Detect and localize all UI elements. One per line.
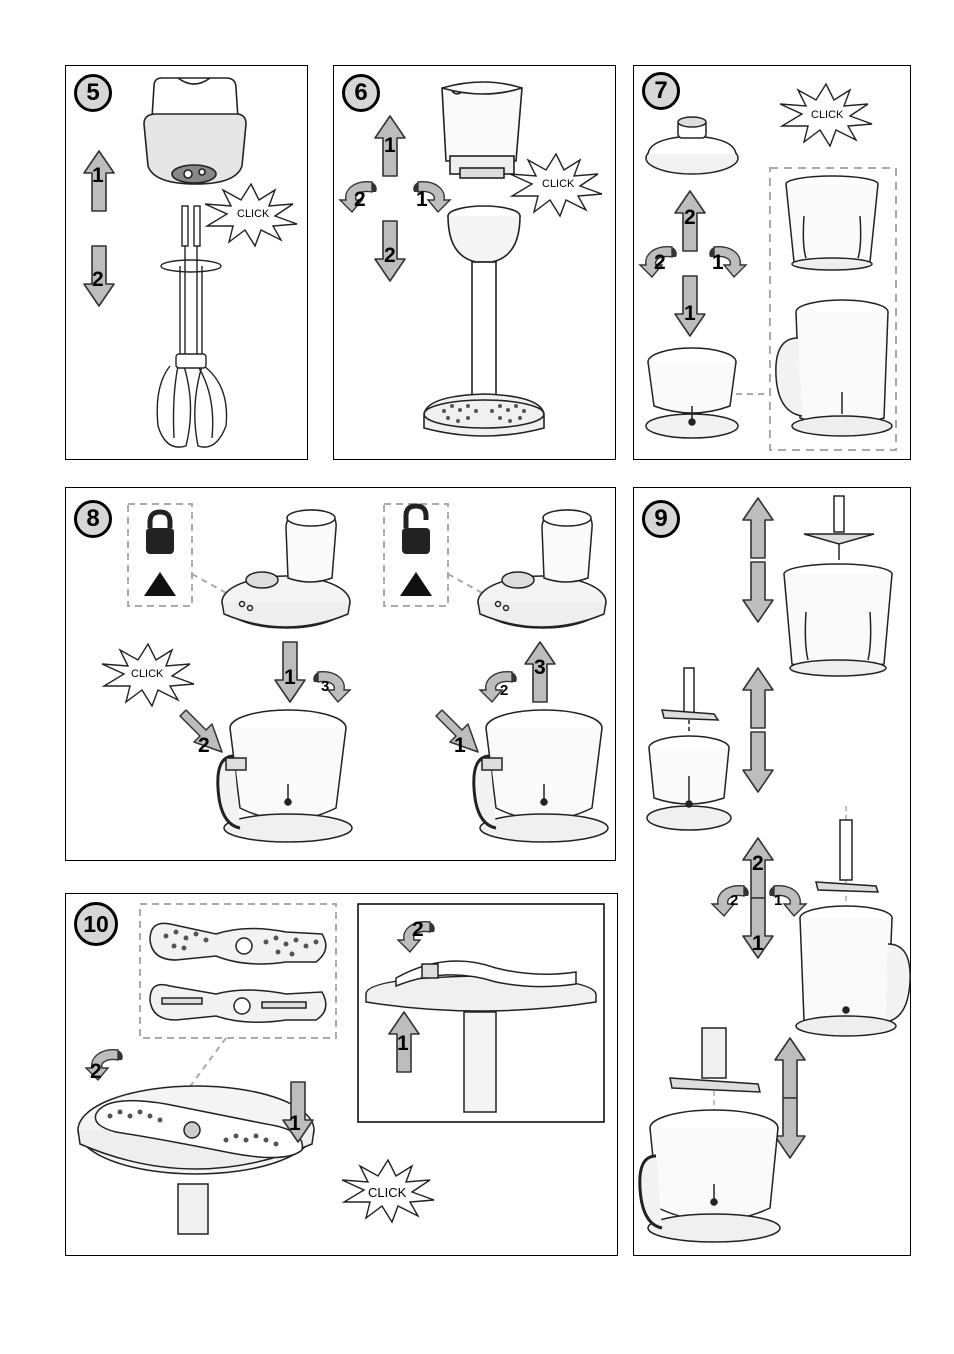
panel-step-6 xyxy=(333,65,616,460)
rotation-label-2: 2 xyxy=(500,682,509,699)
click-label: CLICK xyxy=(131,668,164,680)
arrow-label-3: 3 xyxy=(534,656,546,679)
arrow-up-icon xyxy=(775,1038,805,1098)
triangle-marker-icon xyxy=(144,572,176,596)
motor-unit-illustration xyxy=(144,78,246,184)
slicing-insert-illustration xyxy=(150,985,326,1023)
chopper-bowl-right xyxy=(474,710,608,842)
measuring-cup-illustration xyxy=(784,564,892,676)
arrow-label-1: 1 xyxy=(284,666,296,689)
rotate-left-icon xyxy=(480,672,517,702)
arrow-down-icon xyxy=(675,276,705,336)
panel-step-9 xyxy=(633,487,911,1256)
rotation-label-3: 3 xyxy=(321,678,330,695)
panel-step-5 xyxy=(65,65,308,460)
arrow-label-1: 1 xyxy=(684,302,696,325)
arrow-up-icon xyxy=(675,191,705,251)
jug-illustration xyxy=(796,906,910,1036)
click-burst-icon xyxy=(205,184,297,246)
small-bowl-illustration xyxy=(646,348,738,438)
panel-step-8 xyxy=(65,487,616,861)
rotation-label-1: 1 xyxy=(774,892,783,909)
illustration-bowl-lid xyxy=(634,66,912,461)
illustration-mixer-whisk xyxy=(66,66,309,461)
rotate-left-icon xyxy=(340,182,377,212)
arrow-label-2: 2 xyxy=(384,244,396,267)
arrow-label-2: 2 xyxy=(90,1060,102,1083)
arrow-down-icon xyxy=(743,898,773,958)
click-label: CLICK xyxy=(368,1185,407,1200)
chopper-bowl-left xyxy=(218,710,352,842)
grating-insert-illustration xyxy=(150,923,326,964)
click-label: CLICK xyxy=(237,208,270,220)
arrow-up-icon xyxy=(525,642,555,702)
rotate-left-icon xyxy=(640,247,677,277)
click-label: CLICK xyxy=(542,178,575,190)
lid-illustration xyxy=(646,117,738,174)
arrow-diagonal-icon xyxy=(436,710,478,752)
rotate-right-icon xyxy=(769,886,806,916)
rotate-right-icon xyxy=(413,182,450,212)
panel-step-7 xyxy=(633,65,911,460)
rotate-right-icon xyxy=(709,247,746,277)
arrow-down-icon xyxy=(375,221,405,281)
whisk-blade-illustration xyxy=(804,496,874,560)
blade-large-illustration xyxy=(670,1028,760,1092)
arrow-up-icon xyxy=(743,668,773,728)
arrow-down-icon xyxy=(743,562,773,622)
rotate-left-icon xyxy=(86,1050,123,1080)
inset-arrow-label-2: 2 xyxy=(412,918,424,941)
arrow-label-1: 1 xyxy=(92,164,104,187)
arrow-label-2: 2 xyxy=(92,268,104,291)
illustration-slicing-disc xyxy=(66,894,619,1257)
step-number: 7 xyxy=(642,72,680,110)
arrow-label-1: 1 xyxy=(752,932,764,955)
step-number: 5 xyxy=(74,74,112,112)
measuring-cup-illustration xyxy=(786,176,878,270)
rotate-left-icon xyxy=(712,886,749,916)
arrow-up-icon xyxy=(84,151,114,211)
chopper-lid-left xyxy=(222,510,350,628)
illustration-blender-stand xyxy=(334,66,617,461)
illustration-chopper-bowl xyxy=(66,488,617,862)
blender-cup-illustration xyxy=(442,82,522,178)
rotation-label-2: 2 xyxy=(730,892,739,909)
step-number: 9 xyxy=(642,500,680,538)
blade-small-illustration xyxy=(662,668,718,734)
disc-holder-illustration xyxy=(78,1086,314,1234)
arrow-diagonal-icon xyxy=(180,710,222,752)
large-bowl-illustration xyxy=(640,1110,780,1242)
panel-step-10 xyxy=(65,893,618,1256)
whisk-attachment-illustration xyxy=(157,206,226,447)
blender-base-illustration xyxy=(424,206,544,436)
lock-closed-icon xyxy=(146,512,174,554)
illustration-blade-assembly xyxy=(634,488,912,1257)
arrow-label-1: 1 xyxy=(384,134,396,157)
step-number: 8 xyxy=(74,500,112,538)
triangle-marker-icon xyxy=(400,572,432,596)
arrow-label-2: 2 xyxy=(198,734,210,757)
blade-tall-illustration xyxy=(816,820,878,892)
arrow-down-icon xyxy=(275,642,305,702)
click-label: CLICK xyxy=(811,109,844,121)
chopper-lid-right xyxy=(478,510,606,628)
arrow-label-1: 1 xyxy=(289,1112,301,1135)
step-number: 10 xyxy=(74,902,118,946)
inset-arrow-label-1: 1 xyxy=(397,1032,409,1055)
click-burst-icon xyxy=(780,84,872,146)
arrow-down-icon xyxy=(84,246,114,306)
rotate-right-icon xyxy=(313,672,350,702)
arrow-label-2: 2 xyxy=(684,206,696,229)
click-burst-icon xyxy=(342,1160,434,1222)
arrow-down-icon xyxy=(775,1098,805,1158)
rotation-label-2: 2 xyxy=(354,188,366,211)
rotation-label-1: 1 xyxy=(416,188,428,211)
arrow-label-1: 1 xyxy=(454,734,466,757)
arrow-down-icon xyxy=(743,732,773,792)
rotation-label-1: 1 xyxy=(712,251,724,274)
jug-illustration xyxy=(776,300,892,436)
small-bowl-illustration xyxy=(647,736,731,830)
click-burst-icon xyxy=(510,154,602,216)
click-burst-icon xyxy=(102,644,194,706)
step-number: 6 xyxy=(342,74,380,112)
rotation-label-2: 2 xyxy=(654,251,666,274)
arrow-label-2: 2 xyxy=(752,852,764,875)
arrow-up-icon xyxy=(375,116,405,176)
lock-open-icon xyxy=(402,506,430,554)
arrow-up-icon xyxy=(743,498,773,558)
